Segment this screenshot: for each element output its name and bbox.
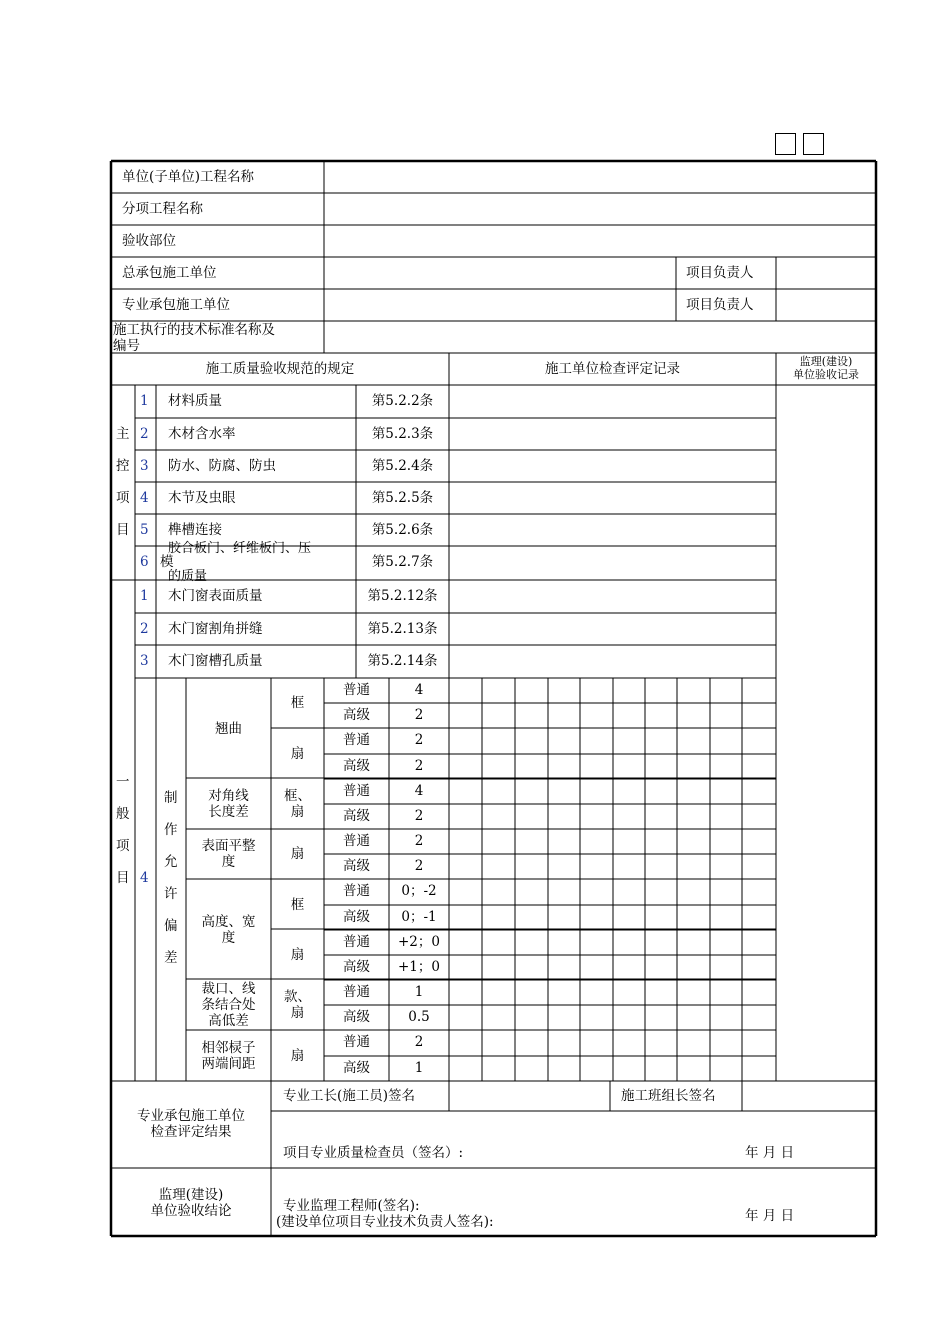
main-item-no: 4 [140,490,149,506]
unit-project-name-field[interactable] [325,162,875,192]
tolerance-item-name: 度 [221,854,236,870]
owner-sign-label: (建设单位项目专业技术负责人签名): [276,1214,494,1230]
general-contractor-field[interactable] [325,258,675,288]
tolerance-item-name: 条结合处 [201,997,256,1013]
tolerance-grade: 高级 [343,1060,370,1076]
general-item-clause: 第5.2.14条 [367,653,438,669]
team-leader-sign-field[interactable] [743,1082,875,1110]
tolerance-label: 制 [164,790,178,806]
standard-name-label: 施工执行的技术标准名称及 [113,322,275,338]
tolerance-label: 许 [164,886,178,902]
tolerance-value: 2 [414,1034,424,1050]
tolerance-value: 1 [414,1060,424,1076]
tolerance-grade: 高级 [343,808,370,824]
main-item-name: 木材含水率 [168,426,236,442]
general-item-clause: 第5.2.13条 [367,621,438,637]
general-item-name: 木门窗表面质量 [168,588,263,604]
tolerance-value: 0；-2 [401,883,437,899]
general-item-no: 2 [140,621,149,637]
tolerance-grade: 高级 [343,858,370,874]
tolerance-item-name: 长度差 [208,804,249,820]
supervision-date: 年 月 日 [745,1208,795,1224]
main-item-name-3: 的质量 [168,569,208,584]
tolerance-value: 0.5 [408,1009,430,1025]
main-item-no: 6 [140,554,149,570]
tolerance-part: 扇 [290,947,305,963]
tolerance-grade: 普通 [343,1034,370,1050]
sub-project-name-label: 分项工程名称 [122,201,203,217]
tolerance-part: 扇 [290,1047,305,1064]
main-item-record-field[interactable] [450,515,775,545]
tolerance-label: 作 [164,822,178,838]
foreman-sign-label: 专业工长(施工员)签名 [283,1088,416,1104]
inspector-sign-label: 项目专业质量检查员（签名）: [283,1145,464,1161]
main-item-name: 木节及虫眼 [168,490,236,506]
tolerance-grade: 高级 [343,707,370,723]
specialty-contractor-label: 专业承包施工单位 [122,297,230,313]
tolerance-item-name: 相邻棂子 [201,1039,256,1056]
main-item-record-field[interactable] [450,547,775,577]
standard-name-label-2: 编号 [113,338,140,354]
tolerance-part-2: 扇 [290,804,305,820]
tolerance-grade: 普通 [343,783,370,799]
acceptance-part-label: 验收部位 [122,233,176,249]
inspection-date: 年 月 日 [745,1145,795,1161]
contractor-result-label-2: 检查评定结果 [150,1124,232,1140]
main-item-name: 胶合板门、纤维板门、压 [168,541,312,556]
tolerance-value: 2 [414,707,424,723]
tolerance-value: 4 [414,682,424,698]
general-item-name: 木门窗槽孔质量 [168,653,263,669]
tolerance-value: 2 [414,808,424,824]
main-item-no: 5 [140,522,149,538]
contractor-result-label: 专业承包施工单位 [137,1108,245,1124]
engineer-sign-label: 专业监理工程师(签名): [283,1198,420,1214]
tolerance-part: 扇 [290,745,305,762]
tolerance-grade: 普通 [343,934,370,950]
tolerance-grade: 普通 [343,883,370,899]
foreman-sign-field[interactable] [450,1082,609,1110]
project-leader-field-1[interactable] [777,258,875,288]
tolerance-grade: 高级 [343,1009,370,1025]
supervision-result-label-2: 单位验收结论 [150,1203,232,1219]
unit-project-name-label: 单位(子单位)工程名称 [122,169,255,185]
project-leader-label-2: 项目负责人 [686,297,754,313]
tolerance-value: +1；0 [398,959,440,975]
main-item-clause: 第5.2.4条 [371,458,434,474]
general-item-record-field[interactable] [450,581,775,611]
main-items-label: 控 [116,458,130,474]
main-items-label: 项 [116,490,130,506]
tolerance-part-2: 扇 [290,1005,305,1021]
project-leader-field-2[interactable] [777,290,875,320]
tolerance-part: 框、 [284,788,311,804]
tolerance-item-name: 对角线 [208,788,249,804]
tolerance-value: 1 [414,984,424,1000]
main-item-name: 榫槽连接 [168,522,222,538]
main-item-name: 材料质量 [168,393,222,409]
project-leader-label-1: 项目负责人 [686,265,754,281]
supervision-header-2: 单位验收记录 [793,368,859,381]
tolerance-item-name: 两端间距 [201,1055,256,1072]
main-item-name-2: 模 [160,554,174,570]
tolerance-label: 允 [164,854,178,870]
standard-name-field[interactable] [325,322,875,352]
main-items-label: 目 [116,522,130,538]
tolerance-grade: 高级 [343,909,370,925]
tolerance-value: 0；-1 [401,909,437,925]
tolerance-label: 差 [164,950,178,966]
tolerance-part: 框 [290,896,305,913]
tolerance-value: 2 [414,732,424,748]
main-item-name: 防水、防腐、防虫 [168,458,276,474]
tolerance-part: 款、 [284,989,311,1005]
contractor-record-header: 施工单位检查评定记录 [545,361,680,377]
main-items-label: 主 [116,426,130,442]
general-item-no: 1 [140,588,149,604]
tolerance-item-name: 表面平整 [201,838,256,854]
main-item-clause: 第5.2.6条 [371,522,434,538]
general-item-no: 3 [140,653,149,669]
general-item-clause: 第5.2.12条 [367,588,438,604]
team-leader-sign-label: 施工班组长签名 [621,1088,716,1104]
main-item-no: 2 [140,426,149,442]
main-item-clause: 第5.2.5条 [371,490,434,506]
tolerance-grade: 普通 [343,682,370,698]
tolerance-label: 偏 [164,918,178,934]
supervision-header: 监理(建设) [799,355,853,368]
main-item-record-field[interactable] [450,386,775,416]
main-item-clause: 第5.2.7条 [371,554,434,570]
tolerance-value: +2；0 [398,934,440,950]
sub-project-name-field[interactable] [325,194,875,224]
tolerance-grade: 高级 [343,758,370,774]
main-item-clause: 第5.2.3条 [371,426,434,442]
tolerance-item-name: 翘曲 [215,720,242,737]
tolerance-value: 4 [414,783,424,799]
tolerance-item-name: 裁口、线 [201,981,256,997]
tolerance-grade: 普通 [343,833,370,849]
tolerance-item-name: 高低差 [208,1013,249,1029]
general-items-label: 目 [116,870,130,886]
general-item-record-field[interactable] [450,646,775,676]
tolerance-part: 框 [290,695,305,711]
acceptance-part-field[interactable] [325,226,875,256]
tolerance-item-name: 高度、宽 [201,913,256,930]
main-item-no: 1 [140,393,149,409]
general-items-label: 项 [116,838,130,854]
main-item-no: 3 [140,458,149,474]
tolerance-value: 2 [414,858,424,874]
tolerance-item-name: 度 [221,929,236,946]
tolerance-grade: 普通 [343,984,370,1000]
general-items-label: 般 [116,806,130,822]
main-item-record-field[interactable] [450,483,775,513]
tolerance-grade: 高级 [343,959,370,975]
main-item-record-field[interactable] [450,419,775,449]
tolerance-grade: 普通 [343,732,370,748]
supervision-result-label: 监理(建设) [158,1187,224,1203]
general-item-record-field[interactable] [450,614,775,644]
general-items-label: 一 [116,774,130,790]
specialty-contractor-field[interactable] [325,290,675,320]
main-item-clause: 第5.2.2条 [371,393,434,409]
main-item-record-field[interactable] [450,451,775,481]
tolerance-part: 扇 [290,846,305,862]
spec-column-header: 施工质量验收规范的规定 [205,361,355,377]
tolerance-value: 2 [414,758,424,774]
tolerance-item-no: 4 [140,870,149,886]
general-item-name: 木门窗割角拼缝 [168,621,263,637]
tolerance-value: 2 [414,833,424,849]
general-contractor-label: 总承包施工单位 [122,265,217,281]
